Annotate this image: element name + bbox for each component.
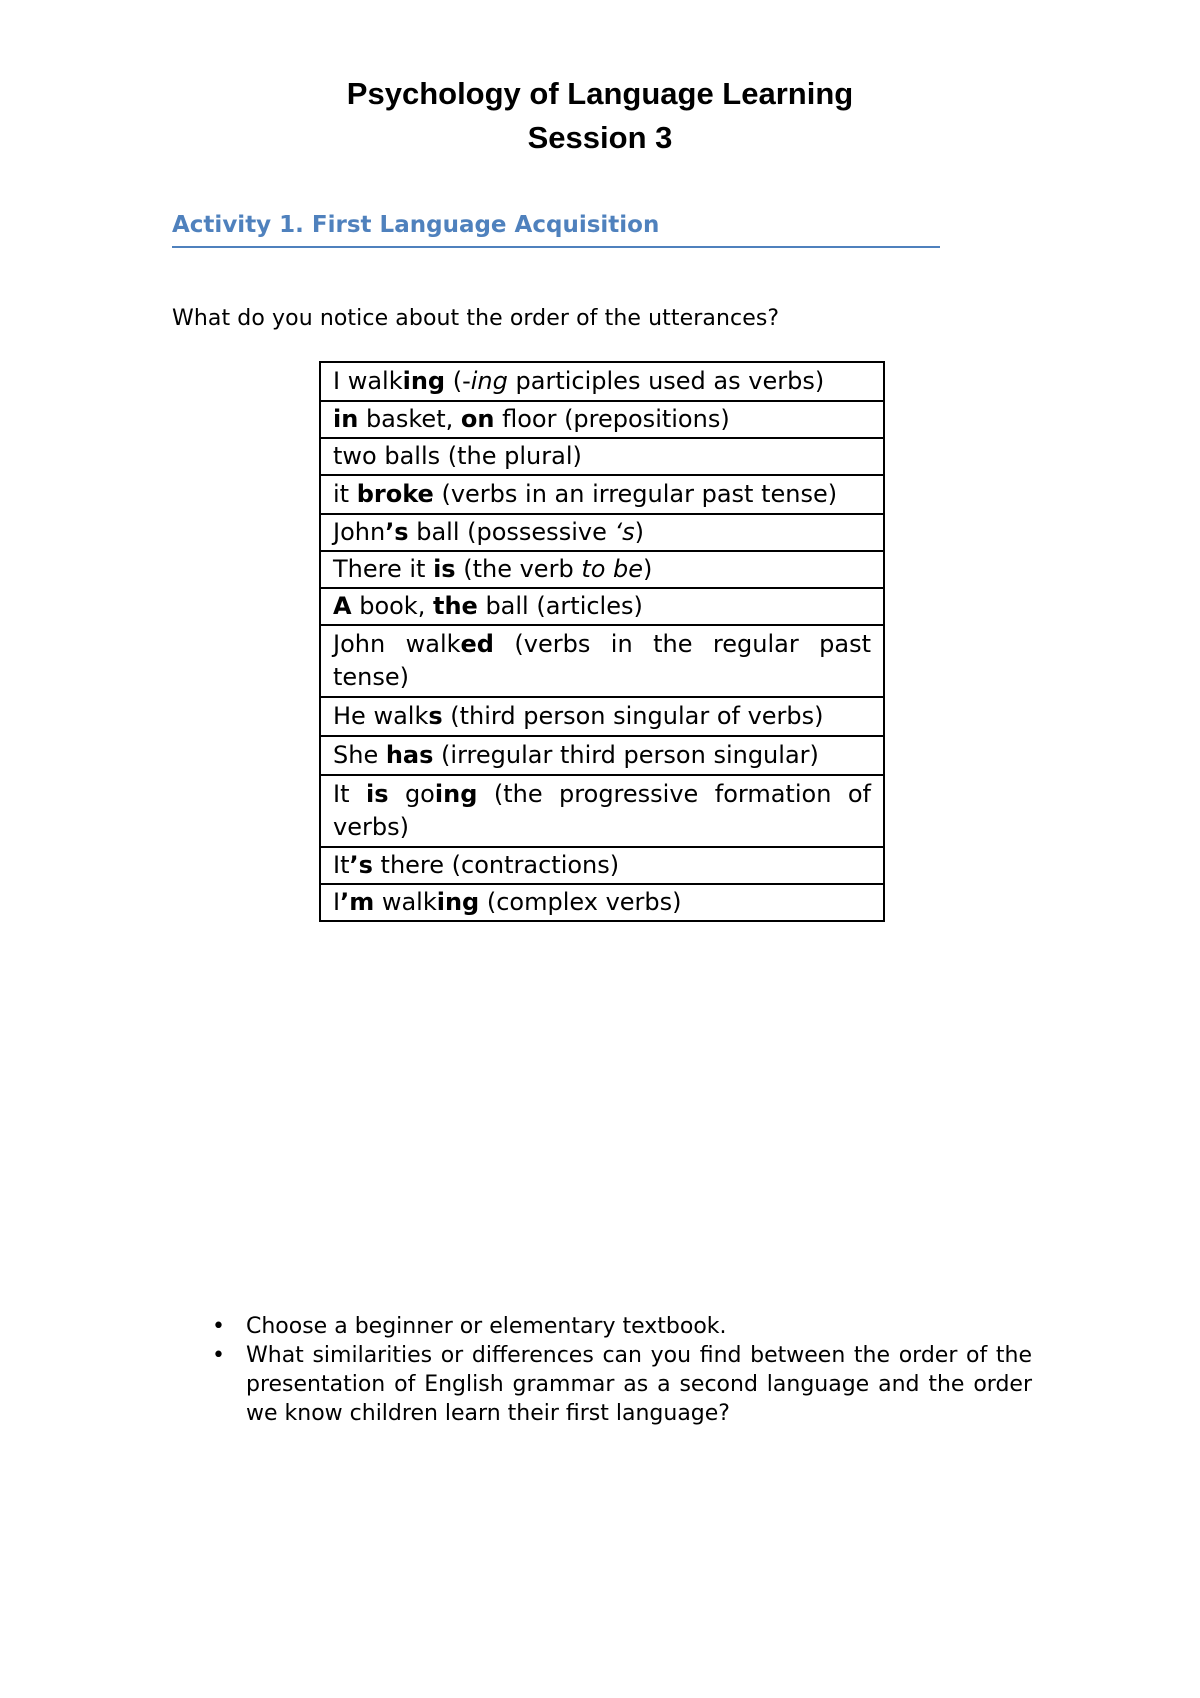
utterance-text: She: [333, 741, 386, 769]
utterance-text: ed: [460, 630, 494, 658]
utterance-text: It: [333, 851, 350, 879]
utterance-text: book,: [351, 592, 433, 620]
utterance-text: (the progressive formation of verbs): [333, 780, 872, 841]
utterance-text: ‘s: [614, 518, 635, 546]
utterance-text: go: [388, 780, 435, 808]
utterance-cell: [320, 697, 884, 736]
utterance-text: s: [428, 702, 443, 730]
utterance-text: (-: [445, 367, 471, 395]
utterance-cell: [320, 362, 884, 401]
utterance-text: there (contractions): [372, 851, 620, 879]
utterance-text: basket,: [358, 405, 461, 433]
table-row: [320, 697, 884, 736]
utterance-text: walk: [374, 888, 437, 916]
utterance-cell: [320, 847, 884, 884]
list-item: • Choose a beginner or elementary textbook.: [212, 1314, 727, 1339]
utterance-text: (verbs in an irregular past tense): [433, 480, 838, 508]
table-row: [320, 775, 884, 847]
bullet-icon: •: [212, 1343, 225, 1368]
table-row: [320, 362, 884, 401]
utterance-cell: [320, 438, 884, 475]
utterance-text: John: [333, 518, 386, 546]
utterance-text: (irregular third person singular): [433, 741, 819, 769]
session-subtitle: Session 3: [527, 120, 673, 155]
utterance-cell: [320, 588, 884, 625]
utterance-cell: [320, 884, 884, 921]
table-row: [320, 475, 884, 514]
utterance-text: ball (articles): [477, 592, 643, 620]
table-row: [320, 438, 884, 475]
utterance-text: in: [333, 405, 359, 433]
utterance-text: floor (prepositions): [494, 405, 730, 433]
utterance-text: two balls (the plural): [333, 442, 582, 470]
bullet-icon: •: [212, 1314, 225, 1339]
utterance-text: I: [333, 888, 341, 916]
utterance-text: (verbs in the regular past tense): [333, 630, 872, 691]
utterance-text: ): [643, 555, 653, 583]
utterance-text: ball (possessive: [408, 518, 615, 546]
table-row: [320, 847, 884, 884]
utterance-text: A: [333, 592, 352, 620]
utterance-text: (complex verbs): [479, 888, 682, 916]
utterance-text: ’s: [385, 518, 409, 546]
utterance-text: ’m: [340, 888, 375, 916]
document-title: Psychology of Language Learning: [346, 76, 854, 111]
table-row: [320, 736, 884, 775]
utterance-text: participles used as verbs): [507, 367, 825, 395]
utterance-cell: [320, 736, 884, 775]
utterance-text: He walk: [333, 702, 429, 730]
utterance-text: (third person singular of verbs): [442, 702, 824, 730]
utterance-cell: [320, 475, 884, 514]
utterance-text: ing: [436, 888, 480, 916]
utterance-cell: [320, 625, 884, 697]
utterance-cell: [320, 775, 884, 847]
table-row: [320, 551, 884, 588]
utterance-text: to be: [581, 555, 644, 583]
utterance-text: is: [433, 555, 456, 583]
utterance-text: broke: [356, 480, 434, 508]
utterance-cell: [320, 514, 884, 551]
utterance-table: [319, 361, 885, 922]
utterance-text: the: [432, 592, 478, 620]
table-row: [320, 588, 884, 625]
list-item: • What similarities or differences can you find between the order of the presentation of English grammar as a second language and the order we know children learn their first language?: [212, 1343, 1032, 1426]
bullet-list: [200, 1312, 1032, 1428]
utterance-text: it: [333, 480, 357, 508]
table-row: [320, 514, 884, 551]
utterance-text: on: [460, 405, 495, 433]
utterance-text: John walk: [333, 630, 461, 658]
utterance-cell: [320, 551, 884, 588]
table-row: [320, 625, 884, 697]
utterance-text: ): [634, 518, 644, 546]
utterance-text: is: [365, 780, 389, 808]
utterance-text: I walk: [333, 367, 403, 395]
utterance-text: There it: [333, 555, 434, 583]
utterance-text: ing: [434, 780, 478, 808]
utterance-text: has: [385, 741, 434, 769]
utterance-text: (the verb: [455, 555, 582, 583]
table-row: [320, 401, 884, 438]
table-row: [320, 884, 884, 921]
question-text: What do you notice about the order of the utterances?: [172, 306, 780, 331]
activity-heading: Activity 1. First Language Acquisition: [172, 212, 940, 248]
utterance-text: ing: [470, 367, 508, 395]
utterance-text: It: [333, 780, 366, 808]
utterance-cell: [320, 401, 884, 438]
utterance-text: ing: [402, 367, 446, 395]
utterance-text: ’s: [349, 851, 373, 879]
